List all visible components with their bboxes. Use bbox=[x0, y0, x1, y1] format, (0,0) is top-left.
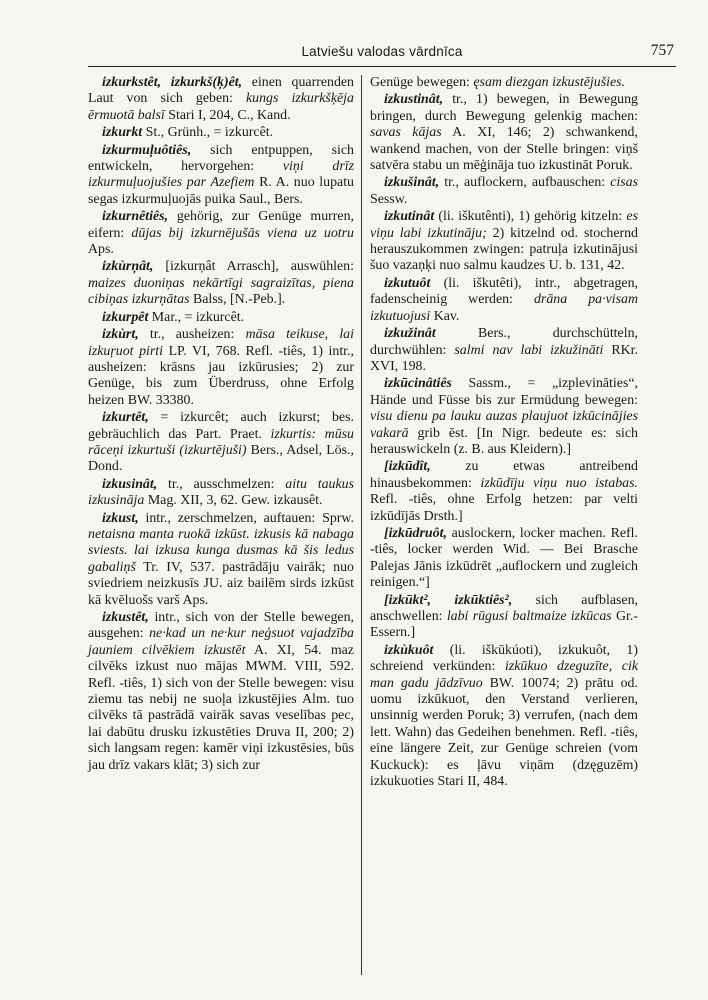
entry-source: LP. VI, 768. Refl. -tiês, 1) intr., ausheizen: krāsns jau izkūrusies; 2) zur Genüge, bis zum Überdruss, ohne Erfolg heizen BW. 33380. bbox=[88, 343, 354, 408]
entry-definition: Bers., durchschütteln, durchwühlen: bbox=[370, 326, 638, 358]
entry-headword: izkurkt bbox=[102, 125, 143, 141]
dictionary-entry bbox=[88, 75, 354, 124]
entry-example: ęsam diezgan izkustējušies. bbox=[473, 75, 626, 90]
entry-example: cisas bbox=[610, 175, 638, 191]
entry-definition: tr., ausschmelzen: bbox=[168, 476, 275, 492]
entry-source: Bers., Adsel, Lös., Dond. bbox=[88, 442, 354, 475]
entry-example: izkūkuo dzeguzīte, cik man gadu jādzīvuo bbox=[370, 659, 638, 691]
page-number: 757 bbox=[650, 42, 674, 59]
entry-headword: izkūcinâtiês bbox=[384, 376, 452, 392]
entry-definition: tr., ausheizen: bbox=[149, 327, 235, 343]
entry-headword: izkušinât, bbox=[384, 175, 440, 191]
entry-example: izkurtis: mūsu rāceņi izkurtuši (izkurtējuši) bbox=[88, 426, 354, 458]
entry-definition: St., Grünh., = izkurcêt. bbox=[145, 125, 274, 141]
entry-example: labi rūgusi baltmaize izkūcas bbox=[446, 609, 612, 624]
dictionary-entry bbox=[370, 209, 638, 275]
dictionary-entry bbox=[88, 327, 354, 409]
entry-headword: izkurnêtiês, bbox=[102, 209, 168, 225]
entry-example: es viņu labi izkutināju; bbox=[370, 209, 638, 241]
entry-example: maizes duoniņas nekārtīgi sagraizītas, piena cibiņas izkurņātas bbox=[88, 275, 354, 308]
entry-headword: izkutinât bbox=[384, 209, 435, 225]
entry-headword: izkurpêt bbox=[102, 309, 149, 325]
entry-definition: sich aufblasen, anschwellen: bbox=[370, 592, 638, 624]
entry-definition: [izkurņât Arrasch], auswühlen: bbox=[165, 259, 354, 275]
dictionary-entry bbox=[370, 593, 638, 642]
dictionary-entry bbox=[370, 276, 638, 325]
dictionary-entry bbox=[370, 643, 638, 791]
dictionary-entry bbox=[88, 610, 354, 774]
dictionary-entry bbox=[88, 511, 354, 609]
entry-source: RKr. XVI, 198. bbox=[370, 342, 639, 374]
entry-example: aitu taukus izkusināja bbox=[88, 476, 354, 509]
entry-example: viņi drīz izkurmuļuojušies par Azefiem bbox=[88, 159, 354, 191]
entry-headword: [izkūdît, bbox=[384, 459, 431, 475]
entry-example: visu dienu pa lauku auzas plaujuot izkūcinājies vakarā bbox=[370, 409, 638, 441]
entry-example: salmi nav labi izkužināti bbox=[454, 342, 604, 358]
entry-headword: izkùrt, bbox=[102, 327, 139, 343]
dictionary-entry bbox=[370, 92, 638, 174]
dictionary-entry bbox=[370, 326, 638, 375]
dictionary-entry bbox=[370, 376, 638, 458]
dictionary-entry bbox=[88, 310, 354, 326]
page-title: Latviešu valodas vārdnīca bbox=[301, 44, 463, 59]
entry-example: netaisna manta ruokā izkūst. izkusis kā nabaga sviests. lai izkusa kunga dusmas kā šis ledus gabaliņš bbox=[88, 526, 354, 575]
entry-definition: intr., zerschmelzen, auftauen: Sprw. bbox=[145, 510, 354, 526]
entry-source: A. XI, 54. maz cilvēks izkust nuo mājas MWM. VIII, 592. Refl. -tiês, 1) sich von der Stelle bewegen: visu ziemu tas nebij ne suoļa izkustējies Alm. tuo cilvēks tā pastrādā vairāk savas veselības pec, lai dabūtu drusku izkustēties Druva II, 200; 2) sich langsam regen: kamēr viņi izkustēsies, būs jau drīz vakars klāt; 3) sich zur bbox=[88, 642, 354, 773]
entry-headword: izkurmuļuôtiês, bbox=[102, 142, 192, 158]
entry-definition: auslockern, locker machen. Refl. -tiês, locker werden Wid. — Bei Brasche Palejas Jānis izkūdrēt „auflockern und zugleich reinigen.“] bbox=[370, 525, 638, 591]
dictionary-entry bbox=[88, 410, 354, 476]
left-column bbox=[88, 75, 354, 775]
dictionary-entry bbox=[88, 125, 354, 141]
entry-headword: izkusinât, bbox=[102, 476, 158, 492]
column-divider bbox=[361, 75, 362, 975]
entry-headword: [izkūkt², izkūktiês², bbox=[384, 592, 513, 608]
entry-headword: izkùrņât, bbox=[102, 259, 154, 275]
entry-example: kungs izkurkšķēja ērmuotā balsī bbox=[88, 91, 354, 123]
entry-definition: (li. iškutêti), intr., abgetragen, fadenscheinig werden: bbox=[370, 275, 638, 308]
entry-definition: (li. iškūkúoti), izkukuôt, 1) schreiend verkünden: bbox=[370, 642, 638, 675]
entry-definition: Sassm., = „izplevināties“, Hände und Füsse bis zur Ermüdung bewegen: bbox=[370, 376, 638, 408]
dictionary-entry bbox=[370, 75, 638, 91]
entry-source: Aps. bbox=[88, 242, 114, 258]
entry-source: Stari I, 204, C., Kand. bbox=[168, 107, 291, 123]
entry-headword: izkužinât bbox=[384, 326, 436, 342]
right-column bbox=[370, 75, 638, 791]
entry-example: dūjas bij izkurnējušās viena uz uotru bbox=[131, 225, 354, 241]
entry-headword: [izkūdruôt, bbox=[384, 525, 447, 541]
dictionary-entry bbox=[370, 526, 638, 592]
entry-headword: izkust, bbox=[102, 510, 139, 526]
entry-definition: Mar., = izkurcêt. bbox=[151, 309, 245, 325]
dictionary-entry bbox=[370, 175, 638, 208]
entry-source: BW. 10074; 2) prātu od. uomu izkūkuot, den Verstand verlieren, unsinnig werden Poruk; 3) verrufen, (nach dem lett. Wahn) das Gedeihen benehmen. Refl. -tiês, eine längere Zeit, zur Genüge schreien (vom Kuckuck): es ļāvu viņām (dzęguzēm) izkukuoties Stari II, 484. bbox=[370, 675, 638, 790]
entry-headword: izkùkuôt bbox=[384, 642, 434, 658]
entry-definition: Genüge bewegen: bbox=[370, 75, 470, 90]
entry-definition: zu etwas antreibend hinausbekommen: bbox=[370, 459, 638, 491]
entry-definition: einen quarrenden Laut von sich geben: bbox=[88, 75, 354, 107]
entry-example: drāna pa·visam izkutuojusi bbox=[370, 292, 638, 324]
entry-example: savas kājas bbox=[370, 125, 442, 141]
entry-example: izkūdīju viņu nuo istabas. bbox=[480, 475, 638, 491]
dictionary-entry bbox=[88, 143, 354, 209]
entry-headword: izkustêt, bbox=[102, 610, 149, 625]
entry-source: Kav. bbox=[433, 308, 460, 324]
entry-source: Mag. XII, 3, 62. Gew. izkausêt. bbox=[147, 493, 323, 509]
entry-example: māsa teikuse, lai izkuŗuot pirti bbox=[88, 327, 354, 359]
entry-definition: sich entpuppen, sich entwickeln, hervorgehen: bbox=[88, 142, 354, 175]
entry-definition: intr., sich von der Stelle bewegen, ausgehen: bbox=[88, 610, 354, 642]
entry-source: A. XI, 146; 2) schwankend, wankend machen, von der Stelle bringen: viņš satvēra stabu un mēģināja tuo izkustināt Poruk. bbox=[370, 125, 638, 174]
dictionary-entry bbox=[88, 477, 354, 510]
entry-source: grib ēst. [In Nigr. bedeute es: sich herauswickeln (z. B. aus Kleidern).] bbox=[370, 425, 638, 457]
page-header bbox=[88, 40, 676, 67]
entry-definition: gehörig, zur Genüge murren, eifern: bbox=[88, 209, 354, 241]
entry-definition: tr., 1) bewegen, in Bewegung bringen, durch Bewegung gelenkig machen: bbox=[370, 92, 638, 124]
entry-source: Refl. -tiês, ohne Erfolg hetzen: par velti izkūdījās Drsth.] bbox=[370, 492, 638, 524]
dictionary-entry bbox=[88, 259, 354, 308]
entry-source: Gr.-Essern.] bbox=[370, 609, 638, 641]
entry-source: Tr. IV, 537. pastrādāju vairāk; nuo sviedriem neizkusīs JU. aiz bailēm sirds izkūst kā kvēluošs varš Aps. bbox=[88, 559, 354, 608]
entry-source: Balss, [N.-Peb.]. bbox=[192, 292, 286, 308]
entry-definition: (li. iškutênti), 1) gehörig kitzeln: bbox=[438, 209, 623, 225]
entry-source: R. A. nuo lupatu segas izkurmuļuojās puika Saul., Bers. bbox=[88, 175, 354, 207]
dictionary-entry bbox=[88, 209, 354, 258]
entry-headword: izkurtêt, bbox=[102, 410, 149, 426]
entry-definition: tr., auflockern, aufbauschen: bbox=[444, 175, 606, 191]
entry-source: 2) kitzelnd od. stochernd herauszukommen zwingen: patruļa izkutinājusi šuo vazaņķi nuo salmu kaudzes U. b. 131, 42. bbox=[370, 225, 638, 274]
entry-headword: izkustinât, bbox=[384, 92, 444, 108]
entry-example: ne·kad un ne·kur neģsuot vajadzība jauniem cilvēkiem izkustēt bbox=[88, 626, 355, 658]
dictionary-entry bbox=[370, 459, 638, 525]
entry-headword: izkurkstêt, izkurkš(ķ)êt, bbox=[102, 75, 243, 90]
entry-headword: izkutuôt bbox=[384, 275, 431, 291]
entry-source: Sessw. bbox=[370, 191, 408, 207]
entry-definition: = izkurcêt; auch izkurst; bes. gebräuchlich das Part. Praet. bbox=[88, 410, 354, 442]
